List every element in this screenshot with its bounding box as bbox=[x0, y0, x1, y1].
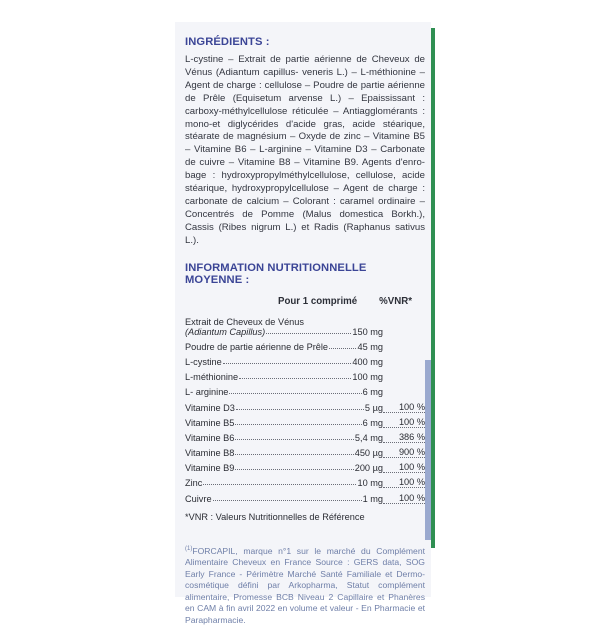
leader-dots bbox=[236, 409, 364, 410]
table-row bbox=[185, 368, 425, 382]
row-vnr: 386 % bbox=[383, 432, 425, 443]
leader-dots bbox=[229, 393, 361, 394]
table-row bbox=[185, 414, 425, 428]
row-qty: 400 mg bbox=[352, 356, 383, 367]
nutrition-table bbox=[185, 317, 425, 504]
row-name: Zinc bbox=[185, 478, 203, 489]
row-name: L-cystine bbox=[185, 356, 222, 367]
leader-dots bbox=[223, 363, 352, 364]
row-name: Cuivre bbox=[185, 493, 212, 504]
vnr-footnote: *VNR : Valeurs Nutritionnelles de Référence bbox=[185, 511, 365, 522]
row-qty: 45 mg bbox=[357, 341, 383, 352]
leader-dots bbox=[235, 469, 353, 470]
row-name: Extrait de Cheveux de Vénus bbox=[185, 316, 304, 327]
row-name: L-méthionine bbox=[185, 372, 239, 383]
table-row bbox=[185, 475, 425, 489]
column-vnr: %VNR* bbox=[379, 295, 412, 307]
row-vnr: 900 % bbox=[383, 447, 425, 458]
row-vnr: 100 % bbox=[383, 402, 425, 413]
label-content bbox=[185, 36, 425, 627]
row-name: Vitamine B8 bbox=[185, 448, 235, 459]
footnote-text: FORCAPIL, marque n°1 sur le marché du Complément Alimentaire Cheveux en France Source : GERS data, SOG Early France - Périmètre Marché Santé Familiale et Dermo-cosmétique défini par Arkopharma, Statut complément alimentaire, Promesse BCB Niveau 2 Capillaire et Phanères en CAM à fin avril 2022 en volume et valeur - En Pharmacie et Parapharmacie. bbox=[185, 545, 425, 626]
table-row bbox=[185, 490, 425, 504]
box-edge-accent bbox=[425, 360, 431, 540]
row-qty: 200 µg bbox=[354, 463, 383, 474]
leader-dots bbox=[203, 484, 356, 485]
row-qty: 5 µg bbox=[364, 402, 383, 413]
table-row bbox=[185, 317, 425, 337]
table-row bbox=[185, 459, 425, 473]
leader-dots bbox=[213, 500, 362, 501]
row-qty: 6 mg bbox=[362, 417, 383, 428]
table-row bbox=[185, 444, 425, 458]
row-name: Vitamine D3 bbox=[185, 402, 235, 413]
row-name: Poudre de partie aérienne de Prêle bbox=[185, 341, 329, 352]
row-name: Vitamine B6 bbox=[185, 432, 235, 443]
row-name-latin: (Adiantum Capillus) bbox=[185, 326, 266, 337]
leader-dots bbox=[235, 439, 354, 440]
market-claim-footnote bbox=[185, 544, 425, 627]
row-qty: 450 µg bbox=[354, 448, 383, 459]
row-vnr: 100 % bbox=[383, 493, 425, 504]
row-qty: 1 mg bbox=[362, 493, 383, 504]
row-name: Vitamine B5 bbox=[185, 417, 235, 428]
leader-dots bbox=[235, 424, 361, 425]
leader-dots bbox=[239, 378, 351, 379]
table-row bbox=[185, 338, 425, 352]
leader-dots bbox=[329, 348, 356, 349]
table-row bbox=[185, 399, 425, 413]
row-qty: 150 mg bbox=[352, 326, 383, 337]
row-qty: 5,4 mg bbox=[354, 432, 383, 443]
nutrition-title: INFORMATION NUTRITIONNELLE MOYENNE : bbox=[185, 261, 367, 286]
row-qty: 10 mg bbox=[357, 478, 383, 489]
ingredients-text: L-cystine – Extrait de partie aérienne de Cheveux de Vénus (Adiantum capillus- veneris L.) – L-méthionine – Agent de charge : cellulose – Poudre de partie aérienne de Prêle (Equisetum arvense L.) – Epaississant : carboxy-méthylcellulose réticulée – Antiagglomérants : mono-et diglycérides d'acide gras, acide stéarique, stéarate de magnésium – Oxyde de zinc – Vitamine B5 – Vitamine B6 – L-arginine – Vitamine D3 – Carbonate de cuivre – Vitamine B8 – Vitamine B9. Agents d'enro-bage : hydroxypropylméthylcellulose, cellulose, acide stéarique, hydroxypropylcellulose – Agent de charge : carbonate de calcium – Colorant : caramel ordinaire – Concentrés de Pomme (Malus domestica Borkh.), Cassis (Ribes nigrum L.) et Radis (Raphanus sativus L.). bbox=[185, 54, 425, 246]
column-per-tablet: Pour 1 comprimé bbox=[278, 295, 358, 307]
box-edge-stripe bbox=[431, 28, 435, 548]
row-name: Vitamine B9 bbox=[185, 463, 235, 474]
row-vnr: 100 % bbox=[383, 417, 425, 428]
table-row bbox=[185, 429, 425, 443]
table-row bbox=[185, 384, 425, 398]
leader-dots bbox=[266, 333, 351, 334]
row-vnr: 100 % bbox=[383, 477, 425, 488]
row-qty: 100 mg bbox=[352, 372, 383, 383]
ingredients-title: INGRÉDIENTS : bbox=[185, 36, 270, 48]
row-qty: 6 mg bbox=[362, 387, 383, 398]
table-row bbox=[185, 353, 425, 367]
row-vnr: 100 % bbox=[383, 462, 425, 473]
nutrition-column-headers bbox=[185, 296, 425, 307]
footnote-marker: (1) bbox=[185, 545, 193, 552]
leader-dots bbox=[235, 454, 353, 455]
row-name: L- arginine bbox=[185, 387, 229, 398]
